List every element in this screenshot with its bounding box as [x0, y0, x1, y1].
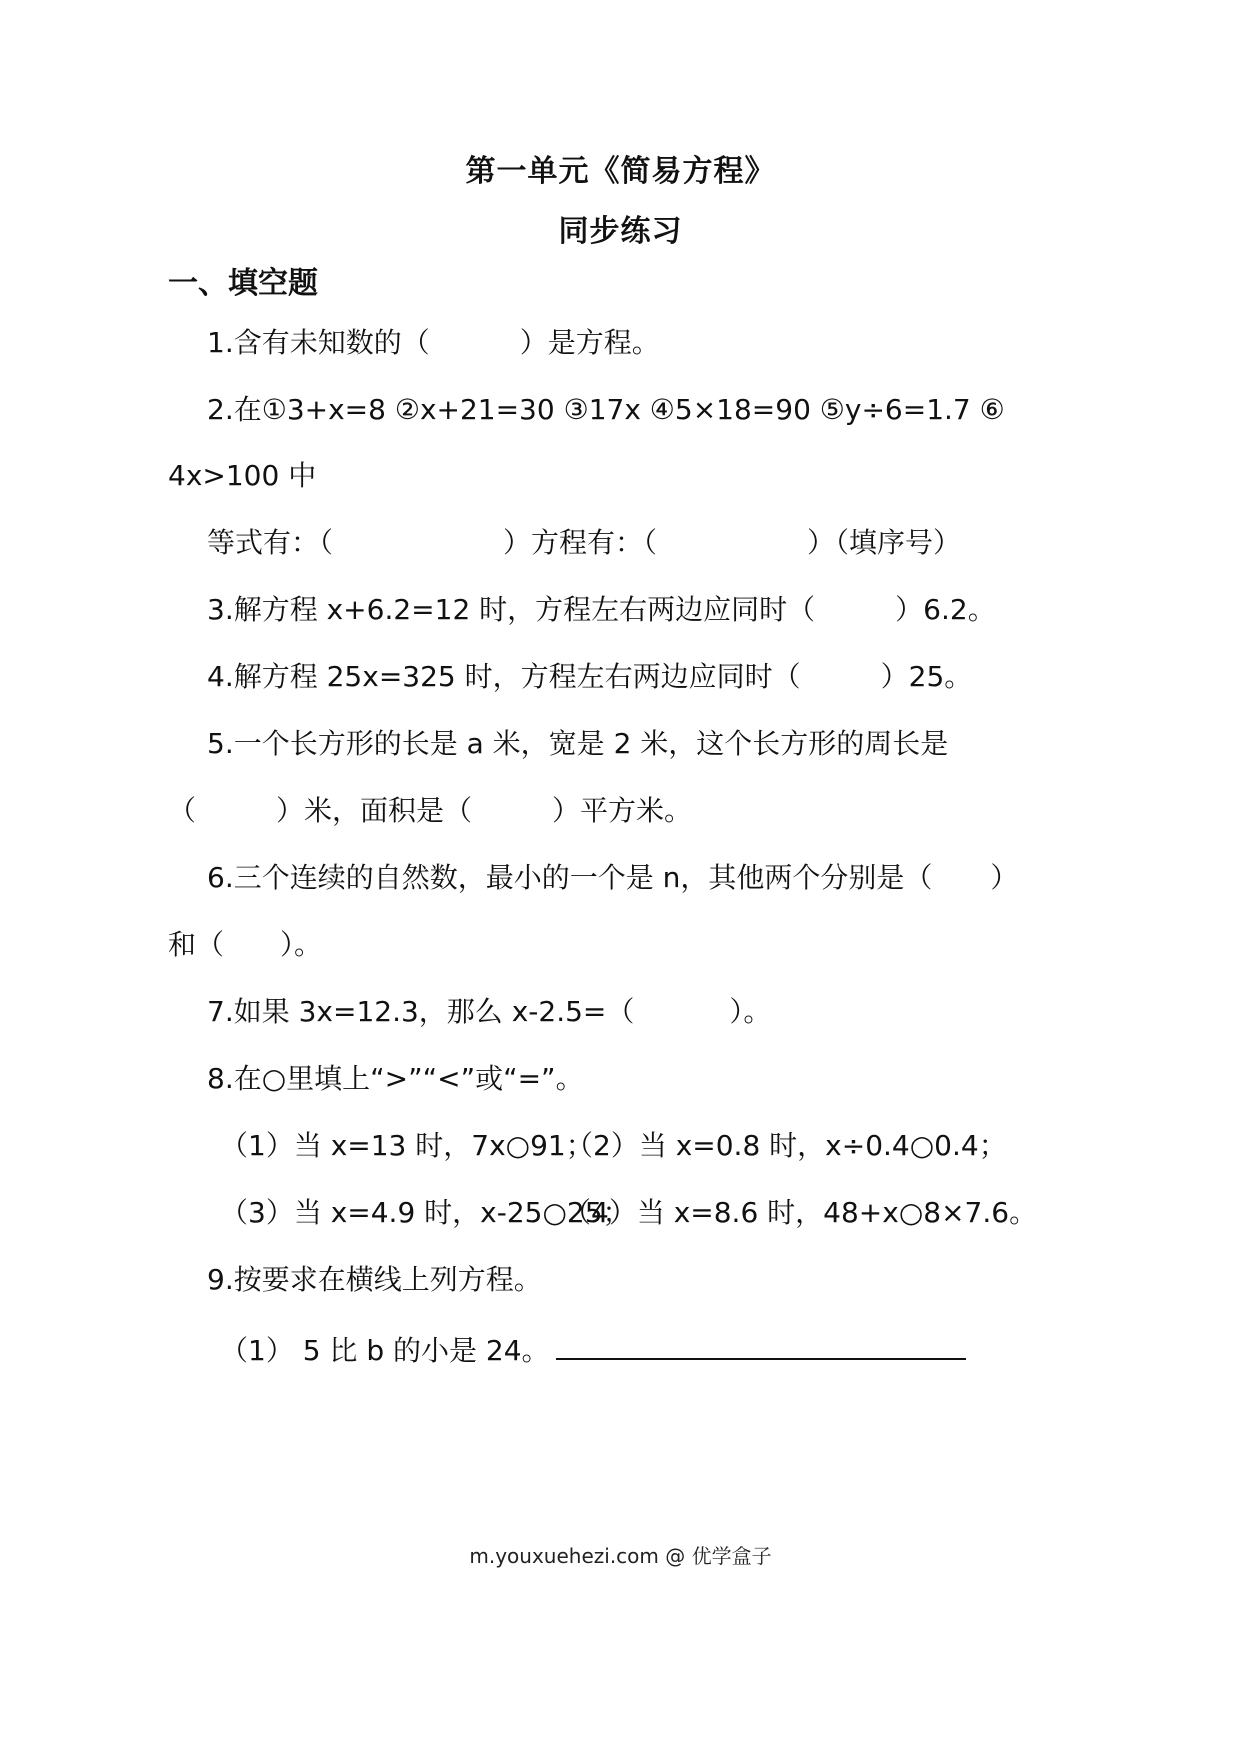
question-8-part-2: （2）当 x=0.8 时，x÷0.4○0.4；: [565, 1129, 1007, 1162]
question-7: [207, 994, 771, 1030]
question-8: 8.在○里填上“>”“<”或“=”。: [207, 1062, 584, 1095]
question-1-text-after: ）是方程。: [519, 326, 660, 359]
document-title: 第一单元《简易方程》: [465, 154, 776, 189]
question-4: [207, 659, 972, 695]
question-9: 9.按要求在横线上列方程。: [207, 1263, 542, 1296]
question-5-part-c: ）平方米。: [552, 794, 693, 827]
question-7-text-after: ）。: [729, 995, 772, 1028]
question-2-line-3: [207, 525, 961, 561]
question-6-line-1: [207, 860, 1018, 896]
question-9-part-1-text: （1） 5 比 b 的小是 24。: [220, 1334, 550, 1367]
question-3-text-before: 3.解方程 x+6.2=12 时，方程左右两边应同时（: [207, 593, 816, 626]
question-6-line-2: [168, 927, 322, 963]
question-5-line-2: [168, 793, 692, 829]
question-8-part-4: （4）当 x=8.6 时，48+x○8×7.6。: [563, 1196, 1038, 1229]
formulas-label: ）方程有：（: [503, 526, 658, 559]
question-4-text-after: ）25。: [880, 660, 973, 693]
question-6-part-a: 6.三个连续的自然数，最小的一个是 n，其他两个分别是（: [207, 861, 933, 894]
question-8-part-3: （3）当 x=4.9 时，x-25○25；: [220, 1196, 631, 1229]
fill-number-hint: ）（填序号）: [807, 526, 962, 559]
document-subtitle: 同步练习: [558, 214, 683, 249]
question-5-part-a: （: [168, 794, 197, 827]
question-6-part-b: ）: [990, 861, 1019, 894]
answer-underline[interactable]: [556, 1330, 966, 1360]
footer-watermark: m.youxuehezi.com @ 优学盒子: [469, 1544, 772, 1568]
question-9-part-1: [220, 1330, 966, 1369]
question-5-part-b: ）米，面积是（: [276, 794, 473, 827]
question-6-part-c: 和（: [168, 928, 225, 961]
question-6-part-d: ）。: [280, 928, 323, 961]
section-heading: 一、填空题: [168, 266, 318, 301]
question-3: [207, 592, 996, 628]
equations-label: 等式有：（: [207, 526, 334, 559]
question-1-text-before: 1.含有未知数的（: [207, 326, 430, 359]
question-3-text-after: ）6.2。: [895, 593, 996, 626]
question-1: [207, 325, 660, 361]
question-2-line-2: 4x>100 中: [168, 459, 317, 492]
question-7-text-before: 7.如果 3x=12.3，那么 x-2.5=（: [207, 995, 635, 1028]
question-2-line-1: 2.在①3+x=8 ②x+21=30 ③17x ④5×18=90 ⑤y÷6=1.7 ⑥: [207, 393, 1005, 426]
question-5-line-1: 5.一个长方形的长是 a 米，宽是 2 米，这个长方形的周长是: [207, 727, 949, 760]
question-8-part-1: （1）当 x=13 时，7x○91；: [220, 1129, 594, 1162]
question-4-text-before: 4.解方程 25x=325 时，方程左右两边应同时（: [207, 660, 801, 693]
